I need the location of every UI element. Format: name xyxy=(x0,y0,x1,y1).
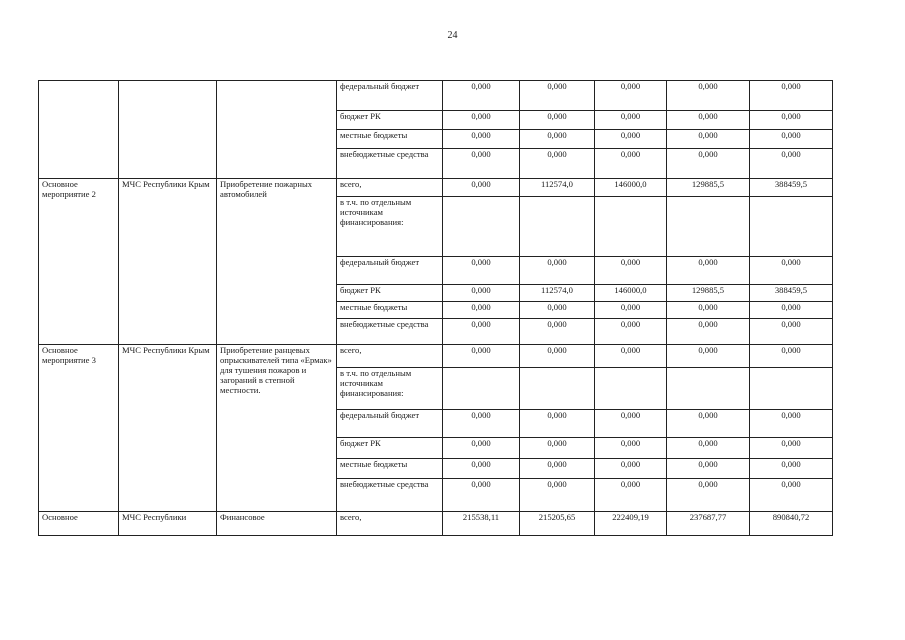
value-cell: 0,000 xyxy=(520,479,595,512)
value-cell: 112574,0 xyxy=(520,285,595,302)
value-cell: 0,000 xyxy=(750,438,833,459)
value-cell: 0,000 xyxy=(667,479,750,512)
empty-cell xyxy=(520,197,595,257)
table-row xyxy=(39,345,833,368)
value-cell: 0,000 xyxy=(443,459,520,479)
value-cell: 0,000 xyxy=(750,302,833,319)
empty-cell xyxy=(667,197,750,257)
value-cell: 0,000 xyxy=(595,130,667,149)
value-cell: 0,000 xyxy=(750,459,833,479)
event-name-cell: Основное xyxy=(39,512,119,536)
value-cell: 0,000 xyxy=(520,302,595,319)
value-cell: 0,000 xyxy=(595,81,667,111)
source-label: федеральный бюджет xyxy=(337,257,443,285)
executor-cell: МЧС Республики xyxy=(119,512,217,536)
source-label: внебюджетные средства xyxy=(337,319,443,345)
table-row xyxy=(39,81,833,111)
value-cell: 0,000 xyxy=(595,438,667,459)
value-cell: 0,000 xyxy=(750,111,833,130)
event-name-cell xyxy=(39,81,119,179)
value-cell: 0,000 xyxy=(443,179,520,197)
value-cell: 0,000 xyxy=(595,302,667,319)
value-cell: 0,000 xyxy=(520,345,595,368)
value-cell: 0,000 xyxy=(520,438,595,459)
value-cell: 0,000 xyxy=(520,130,595,149)
value-cell: 237687,77 xyxy=(667,512,750,536)
value-cell: 0,000 xyxy=(443,319,520,345)
value-cell: 890840,72 xyxy=(750,512,833,536)
source-label: внебюджетные средства xyxy=(337,479,443,512)
empty-cell xyxy=(750,197,833,257)
executor-cell: МЧС Республики Крым xyxy=(119,179,217,345)
value-cell: 0,000 xyxy=(595,257,667,285)
source-label: бюджет РК xyxy=(337,438,443,459)
value-cell: 0,000 xyxy=(595,459,667,479)
value-cell: 0,000 xyxy=(443,81,520,111)
value-cell: 0,000 xyxy=(667,111,750,130)
value-cell: 0,000 xyxy=(443,479,520,512)
value-cell: 0,000 xyxy=(520,81,595,111)
empty-cell xyxy=(595,197,667,257)
value-cell: 0,000 xyxy=(443,438,520,459)
source-label: местные бюджеты xyxy=(337,130,443,149)
value-cell: 0,000 xyxy=(667,459,750,479)
executor-cell: МЧС Республики Крым xyxy=(119,345,217,512)
source-label: местные бюджеты xyxy=(337,459,443,479)
value-cell: 0,000 xyxy=(750,149,833,179)
value-cell: 0,000 xyxy=(750,130,833,149)
description-cell: Приобретение ранцевых опрыскивателей типа «Ермак» для тушения пожаров и загораний в степной местности. xyxy=(217,345,337,512)
value-cell: 0,000 xyxy=(520,319,595,345)
value-cell: 0,000 xyxy=(595,149,667,179)
value-cell: 0,000 xyxy=(443,257,520,285)
description-cell: Приобретение пожарных автомобилей xyxy=(217,179,337,345)
value-cell: 0,000 xyxy=(667,81,750,111)
value-cell: 0,000 xyxy=(595,111,667,130)
value-cell: 388459,5 xyxy=(750,179,833,197)
total-label: всего, xyxy=(337,179,443,197)
value-cell: 388459,5 xyxy=(750,285,833,302)
value-cell: 0,000 xyxy=(443,345,520,368)
description-cell: Финансовое xyxy=(217,512,337,536)
value-cell: 129885,5 xyxy=(667,285,750,302)
value-cell: 0,000 xyxy=(520,257,595,285)
value-cell: 0,000 xyxy=(443,285,520,302)
table-row xyxy=(39,512,833,536)
executor-cell xyxy=(119,81,217,179)
value-cell: 0,000 xyxy=(667,410,750,438)
value-cell: 215538,11 xyxy=(443,512,520,536)
value-cell: 0,000 xyxy=(667,302,750,319)
by-sources-label: в т.ч. по отдельным источникам финансирования: xyxy=(337,197,443,257)
value-cell: 0,000 xyxy=(667,130,750,149)
value-cell: 0,000 xyxy=(520,111,595,130)
value-cell: 222409,19 xyxy=(595,512,667,536)
source-label: федеральный бюджет xyxy=(337,81,443,111)
empty-cell xyxy=(520,368,595,410)
value-cell: 129885,5 xyxy=(667,179,750,197)
total-label: всего, xyxy=(337,345,443,368)
empty-cell xyxy=(443,197,520,257)
value-cell: 0,000 xyxy=(667,438,750,459)
empty-cell xyxy=(595,368,667,410)
total-label: всего, xyxy=(337,512,443,536)
value-cell: 0,000 xyxy=(595,345,667,368)
event-name-cell: Основное мероприятие 3 xyxy=(39,345,119,512)
value-cell: 146000,0 xyxy=(595,285,667,302)
empty-cell xyxy=(443,368,520,410)
value-cell: 0,000 xyxy=(750,81,833,111)
event-name-cell: Основное мероприятие 2 xyxy=(39,179,119,345)
value-cell: 0,000 xyxy=(520,149,595,179)
value-cell: 0,000 xyxy=(667,345,750,368)
empty-cell xyxy=(750,368,833,410)
value-cell: 0,000 xyxy=(667,319,750,345)
value-cell: 0,000 xyxy=(443,149,520,179)
value-cell: 0,000 xyxy=(750,345,833,368)
value-cell: 112574,0 xyxy=(520,179,595,197)
value-cell: 0,000 xyxy=(667,257,750,285)
empty-cell xyxy=(667,368,750,410)
by-sources-label: в т.ч. по отдельным источникам финансирования: xyxy=(337,368,443,410)
source-label: федеральный бюджет xyxy=(337,410,443,438)
value-cell: 0,000 xyxy=(443,302,520,319)
value-cell: 0,000 xyxy=(750,410,833,438)
value-cell: 0,000 xyxy=(595,319,667,345)
source-label: внебюджетные средства xyxy=(337,149,443,179)
source-label: бюджет РК xyxy=(337,111,443,130)
value-cell: 215205,65 xyxy=(520,512,595,536)
value-cell: 0,000 xyxy=(595,410,667,438)
source-label: бюджет РК xyxy=(337,285,443,302)
value-cell: 0,000 xyxy=(443,111,520,130)
value-cell: 0,000 xyxy=(750,319,833,345)
description-cell xyxy=(217,81,337,179)
value-cell: 0,000 xyxy=(667,149,750,179)
value-cell: 0,000 xyxy=(443,410,520,438)
source-label: местные бюджеты xyxy=(337,302,443,319)
value-cell: 0,000 xyxy=(520,459,595,479)
value-cell: 146000,0 xyxy=(595,179,667,197)
value-cell: 0,000 xyxy=(520,410,595,438)
value-cell: 0,000 xyxy=(750,257,833,285)
value-cell: 0,000 xyxy=(750,479,833,512)
page-number: 24 xyxy=(447,30,458,41)
value-cell: 0,000 xyxy=(443,130,520,149)
value-cell: 0,000 xyxy=(595,479,667,512)
table-row xyxy=(39,179,833,197)
budget-table xyxy=(38,80,833,536)
